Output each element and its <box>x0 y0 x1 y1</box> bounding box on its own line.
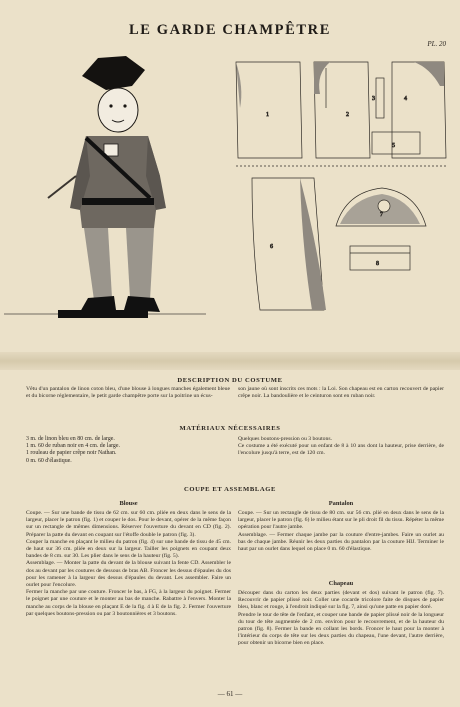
plate-number: PL. 20 <box>427 40 446 48</box>
illustration-area <box>0 48 460 348</box>
fig-2-label: 2 <box>346 112 349 118</box>
description-col2: son jaune où sont inscrits ces mots : la Loi. Son chapeau est en carton recouvert de papier crêpe noir. La bandoulière et le ceinturon sont en ruban noir. <box>238 386 444 400</box>
pattern-fig-4 <box>392 62 446 158</box>
patterns <box>236 62 446 310</box>
materiaux-col2: Quelques boutons-pression ou 3 boutons. Ce costume a été exécuté pour un enfant de 8 à 10 ans dont la hauteur, prise derrière, de l'encolure jusqu'à terre, est de 120 cm. <box>238 436 444 457</box>
fig-6-label: 6 <box>270 244 273 250</box>
fig-4-label: 4 <box>404 96 407 102</box>
page-number: — 61 — <box>217 690 243 698</box>
page-title: LE GARDE CHAMPÊTRE <box>128 22 331 38</box>
pattern-fig-3 <box>372 78 384 118</box>
pattern-fig-6 <box>252 178 326 310</box>
garde-champetre-figure <box>4 56 206 318</box>
blouse-text: Coupe. — Sur une bande de tissu de 62 cm. sur 60 cm. pliée en deux dans le sens de la largeur, placer le patron (fig. 1) et couper le dos. Pour le devant, opérer de la même façon sur un rectangle de mêmes dimensions. Réserver l'ouverture du devant en CD (fig. 2). Préparer la patte du devant en coupant sur l'étoffe double le patron (fig. 3). Couper la manche en plaçant le milieu du patron (fig. 4) sur une bande de tissu de 45 cm. de haut sur 36 cm. pliée en deux sur la largeur. Tailler les poignets en coupant deux bandes de 8 cm. sur 30. Les plier dans le sens de la hauteur (fig. 5). Assemblage. — Monter la patte du devant de la blouse suivant la fente CD. Assembler le dos au devant par les coutures de dessous de bras AB. Froncer les dessus d'épaules du dos pour les ramener à la largeur des dessus d'épaules du devant. Les assembler. Faire un ourlet pour l'encolure. Fermer la manche par une couture. Froncer le bas, à FG, à la largeur du poignet. Fermer le poignet par une couture et le monter au bas de manche. Rabattre à l'envers. Monter la manche au corps de la blouse en plaçant E de la fig. 4 à E de la fig. 2. Fermer l'ouverture par quelques boutons-pression ou par 3 boutonnières et 3 boutons. <box>26 510 231 617</box>
pattern-fig-7 <box>336 188 426 226</box>
fig-5-label: 5 <box>392 143 395 149</box>
blouse-subheading: Blouse <box>119 500 138 507</box>
chapeau-text: Découper dans du carton les deux parties (devant et dos) suivant le patron (fig. 7). Recouvrir de papier plissé noir. Coller une cocarde tricolore faite de disques de papier bleu, blanc et rouge, à l'endroit indiqué sur la fig. 7, ainsi qu'une patte en papier doré. Prendre le tour de tête de l'enfant, et couper une bande de papier plissé noir de la longueur du tour de tête augmentée de 2 cm. environ pour le recouvrement, et de la hauteur du patron (fig. 8). Fermer la bande en collant les bords. Froncer le haut pour la monter à l'intérieur du corps de tête sur les deux parties du chapeau, l'une devant, l'autre derrière, pour obtenir un bicorne bien en place. <box>238 590 444 647</box>
coupe-heading: COUPE ET ASSEMBLAGE <box>184 486 276 493</box>
description-heading: DESCRIPTION DU COSTUME <box>177 377 283 384</box>
description-col1: Vêtu d'un pantalon de linon coton bleu, d'une blouse à longues manches également bleue et du bicorne réglementaire, le petit garde champêtre porte sur la poitrine un écus- <box>26 386 230 400</box>
fig-1-label: 1 <box>266 112 269 118</box>
pattern-fig-1 <box>236 62 302 158</box>
fig-8-label: 8 <box>376 261 379 267</box>
pattern-fig-5 <box>372 132 420 154</box>
pantalon-subheading: Pantalon <box>328 500 354 507</box>
pattern-fig-2 <box>314 62 370 158</box>
materiaux-col1: 3 m. de linon bleu en 80 cm. de large. 1 m. 60 de ruban noir en 4 cm. de large. 1 rouleau de papier crêpe noir Nathan. 0 m. 60 d'élastique. <box>26 436 120 464</box>
page-fold <box>0 352 460 370</box>
pantalon-text: Coupe. — Sur un rectangle de tissu de 80 cm. sur 56 cm. plié en deux dans le sens de la largeur, placer le patron (fig. 6) le milieu étant sur le pli droit fil du tissu. Répéter la même opération pour l'autre jambe. Assemblage. — Fermer chaque jambe par la couture d'entre-jambes. Faire un ourlet au bas de chaque jambe. Réunir les deux parties du pantalon par la couture HIJ. Terminer le haut par un ourlet dans lequel on place 0 m. 60 d'élastique. <box>238 510 444 553</box>
fig-7-label: 7 <box>380 212 383 218</box>
pattern-fig-8 <box>350 246 410 270</box>
fig-3-label: 3 <box>372 96 375 102</box>
chapeau-subheading: Chapeau <box>328 580 354 587</box>
materiaux-heading: MATÉRIAUX NÉCESSAIRES <box>179 425 281 432</box>
